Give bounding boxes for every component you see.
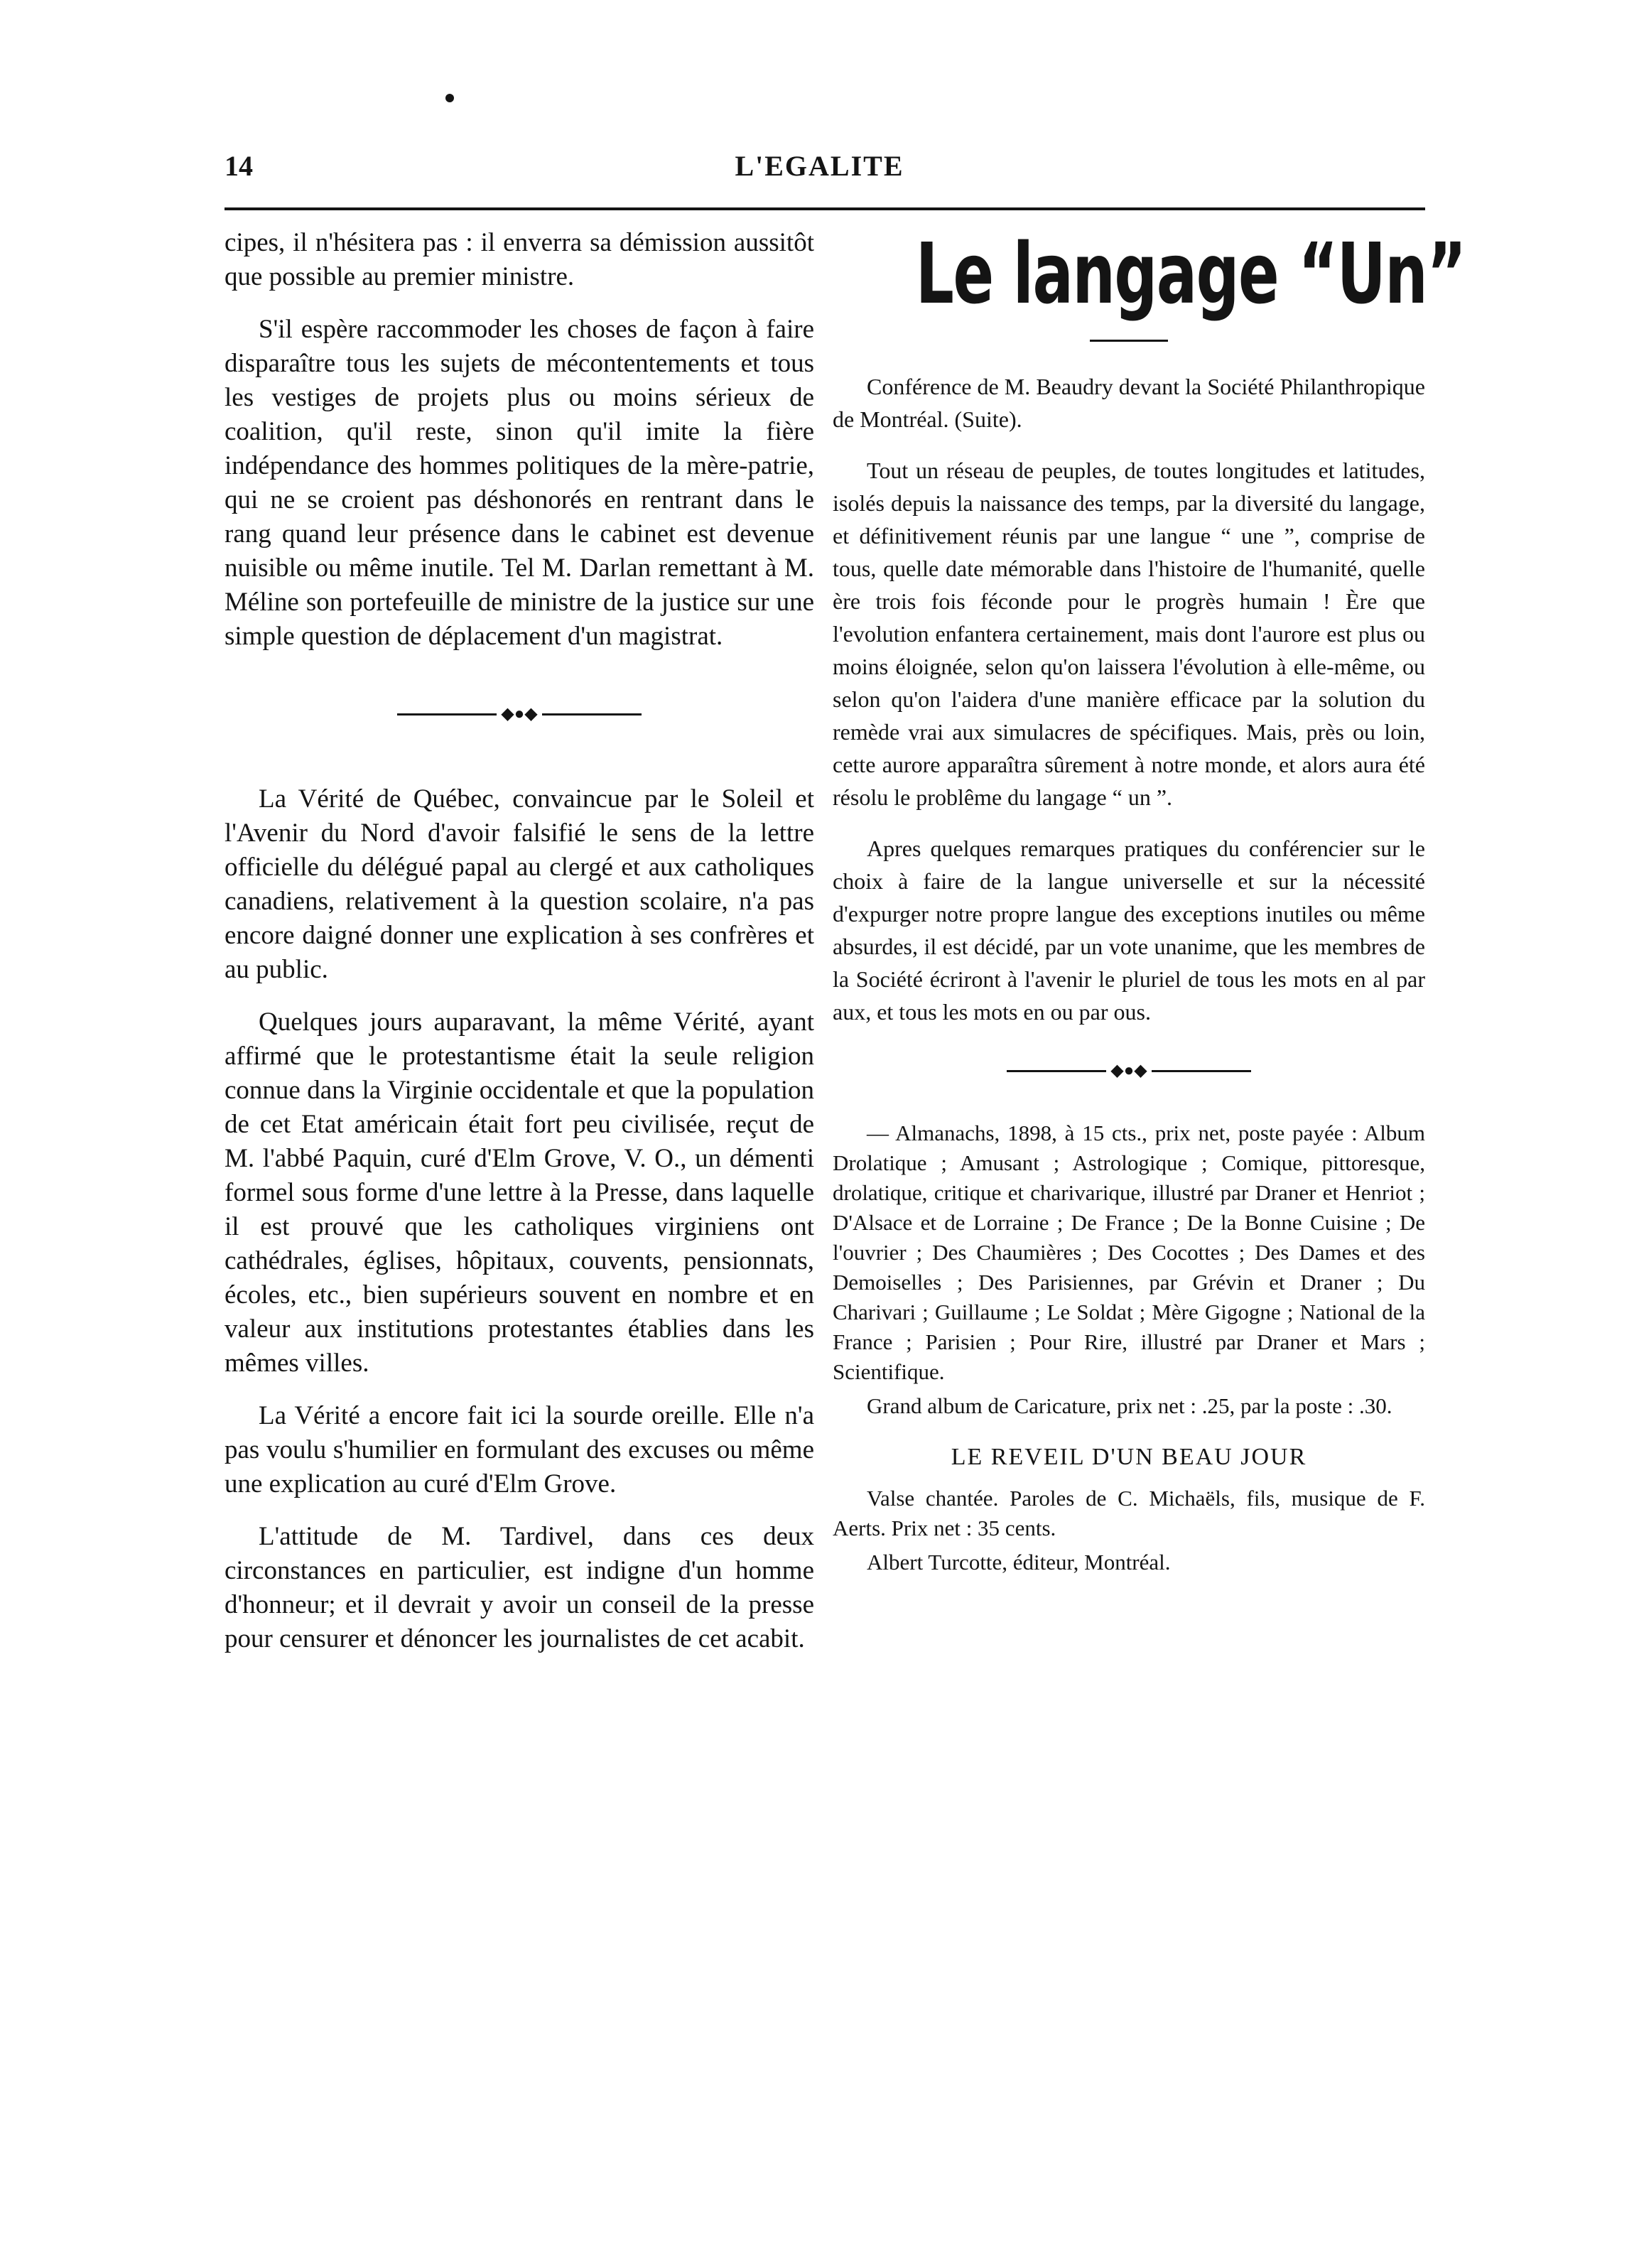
- article-headline: Le langage “Un”: [915, 225, 1466, 323]
- paragraph: La Vérité a encore fait ici la sourde oreille. Elle n'a pas voulu s'humilier en formulant des excuses ou même une explication au curé d'Elm Grove.: [225, 1401, 814, 1499]
- section-separator: ◆●◆: [225, 696, 814, 731]
- headline-rule: [1090, 340, 1168, 342]
- section-separator: ◆●◆: [833, 1054, 1425, 1087]
- almanacs-ad: — Almanachs, 1898, à 15 cts., prix net, poste payée : Album Drolatique ; Amusant ; Astrologique ; Comique, pittoresque, drolatique, critique et charivarique, illustré par Draner et Henriot ; D'Alsace et de Lorraine ; De France ; De la Bonne Cuisine ; De l'ouvrier ; Des Chaumières ; Des Cocottes ; Des Dames et des Demoiselles ; Des Parisiennes, par Grévin et Draner ; Du Charivari ; Guillaume ; Le Soldat ; Mère Gigogne ; National de la France ; Parisien ; Pour Rire, illustré par Draner et Mars ; Scientifique.: [833, 1120, 1425, 1385]
- paragraph: S'il espère raccommoder les choses de façon à faire disparaître tous les sujets de mécontentements et tous les vestiges de projets plus ou moins sérieux de coalition, qu'il reste, sinon qu'il imite la fière indépendance des hommes politiques de la mère-patrie, qui ne se croient pas déshonorés en rentrant dans le rang quand leur présence dans le cabinet est devenue nuisible ou même inutile. Tel M. Darlan remettant à M. Méline son portefeuille de ministre de la justice sur une simple question de déplacement d'un magistrat.: [225, 315, 814, 651]
- printer-mark: [445, 94, 454, 102]
- newspaper-title: L'EGALITE: [735, 150, 904, 182]
- paragraph: Tout un réseau de peuples, de toutes longitudes et latitudes, isolés depuis la naissance des temps, par la diversité du langage, et définitivement réunis par une langue “ une ”, comprise de tous, quelle date mémorable dans l'histoire de l'humanité, quelle ère trois fois féconde pour le progrès humain ! Ère que l'evolution enfantera certainement, mais dont l'aurore est plus ou moins éloignée, selon qu'on laissera l'évolution à elle-même, ou selon qu'on l'aidera d'une manière efficace par la solution du remède vrai aux simulacres de spécifiques. Mais, près ou loin, cette aurore apparaîtra sûrement à notre monde, et alors aura été résolu le problême du langage “ un ”.: [833, 458, 1425, 810]
- album-ad: Grand album de Caricature, prix net : .25, par la poste : .30.: [867, 1393, 1392, 1419]
- paragraph: L'attitude de M. Tardivel, dans ces deux circonstances en particulier, est indigne d'un homme d'honneur; et il devrait y avoir un conseil de la presse pour censurer et dénoncer les journalistes de cet acabit.: [225, 1522, 814, 1654]
- advertisements: [833, 1118, 1425, 1577]
- page-number: 14: [225, 150, 253, 182]
- article-intro: Conférence de M. Beaudry devant la Société Philanthropique de Montréal. (Suite).: [833, 374, 1425, 432]
- paragraph: Apres quelques remarques pratiques du conférencier sur le choix à faire de la langue universelle et sur la nécessité d'expurger notre propre langue des exceptions inutiles ou même absurdes, il est décidé, par un vote unanime, que les membres de la Société écriront à l'avenir le pluriel de tous les mots en al par aux, et tous les mots en ou par ous.: [833, 836, 1425, 1025]
- header-rule: [225, 207, 1425, 210]
- paragraph: La Vérité de Québec, convaincue par le Soleil et l'Avenir du Nord d'avoir falsifié le sens de la lettre officielle du délégué papal au clergé et aux catholiques canadiens, relativement à la question scolaire, n'a pas encore daigné donner une explication à ses confrères et au public.: [225, 784, 814, 985]
- right-column: [833, 225, 1466, 1582]
- song-ad: Valse chantée. Paroles de C. Michaëls, fils, musique de F. Aerts. Prix net : 35 cents.: [833, 1486, 1425, 1541]
- paragraph: cipes, il n'hésitera pas : il enverra sa démission aussitôt que possible au premier ministre.: [225, 228, 814, 291]
- song-title: LE REVEIL D'UN BEAU JOUR: [951, 1444, 1307, 1471]
- publisher-credit: Albert Turcotte, éditeur, Montréal.: [867, 1550, 1171, 1575]
- left-column: [225, 226, 814, 1675]
- paragraph: Quelques jours auparavant, la même Vérité, ayant affirmé que le protestantisme était la seule religion connue dans la Virginie occidentale et que la population de cet Etat américain était fort peu civilisée, reçut de M. l'abbé Paquin, curé d'Elm Grove, V. O., un démenti formel sous forme d'une lettre à la Presse, dans laquelle il est prouvé que les catholiques virginiens ont cathédrales, églises, hôpitaux, couvents, pensionnats, écoles, etc., bien supérieurs souvent en nombre et en valeur aux institutions protestantes établies dans les mêmes villes.: [225, 1008, 814, 1378]
